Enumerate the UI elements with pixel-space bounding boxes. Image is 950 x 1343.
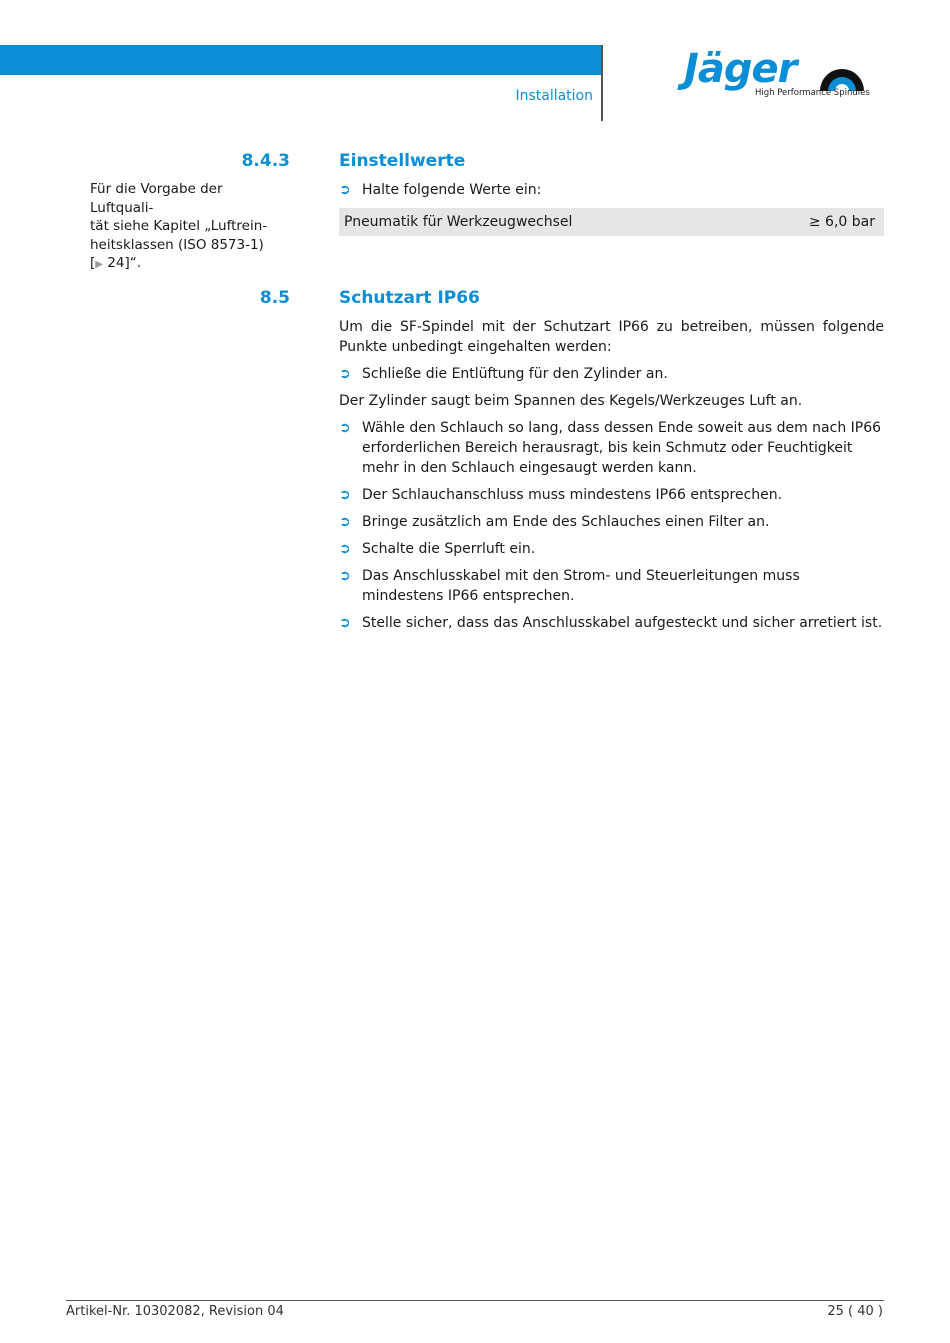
instruction-item [339,418,884,478]
instruction-text: Das Anschlusskabel mit den Strom- und Steuerleitungen muss mindestens IP66 entsprechen. [362,568,800,604]
section-number-843: 8.4.3 [241,151,290,171]
side-note-line: Für die Vorgabe der Luftquali- [90,181,223,216]
header-section-label: Installation [515,88,593,104]
section-85-content [339,317,884,640]
arrow-right-icon: ▶ [95,259,103,270]
reference-bracket: [ [90,255,96,271]
instruction-item [339,364,884,384]
bullet-arrow-icon: ➲ [339,568,351,584]
instruction-item [339,180,884,200]
settings-table-row [339,208,884,236]
instruction-text: Stelle sicher, dass das Anschlusskabel aufgesteckt und sicher arretiert ist. [362,615,883,631]
bullet-arrow-icon: ➲ [339,487,351,503]
bullet-arrow-icon: ➲ [339,182,351,198]
header-blue-bar [0,45,602,75]
section-843-content [339,180,884,236]
settings-value: ≥ 6,0 bar [808,214,875,230]
instruction-text: Schließe die Entlüftung für den Zylinder an. [362,366,668,382]
instruction-item [339,485,884,505]
instruction-item [339,539,884,559]
side-note [90,180,290,275]
section-title-85: Schutzart IP66 [339,288,480,308]
footer-divider [66,1300,884,1301]
instruction-text: Halte folgende Werte ein: [362,182,542,198]
intro-paragraph: Um die SF-Spindel mit der Schutzart IP66 zu betreiben, müssen folgende Punkte unbedingt eingehalten werden: [339,319,884,355]
reference-page: 24]“. [102,255,142,271]
footer-page-number: 25 ( 40 ) [827,1304,883,1319]
header-separator [601,45,603,121]
instruction-text: Bringe zusätzlich am Ende des Schlauches einen Filter an. [362,514,770,530]
bullet-arrow-icon: ➲ [339,541,351,557]
instruction-item [339,512,884,532]
side-note-reference[interactable] [90,254,290,275]
section-number-85: 8.5 [259,288,290,308]
footer-article-number: Artikel-Nr. 10302082, Revision 04 [66,1304,284,1319]
instruction-text: Wähle den Schlauch so lang, dass dessen Ende soweit aus dem nach IP66 erforderlichen Bereich herausragt, bis kein Schmutz oder Feuchtigkeit mehr in den Schlauch eingesaugt werden kann. [362,420,882,476]
logo-tagline: High Performance Spindles [755,88,870,98]
section-title-843: Einstellwerte [339,151,466,171]
settings-label: Pneumatik für Werkzeugwechsel [344,214,573,230]
jaeger-logo [684,46,874,103]
bullet-arrow-icon: ➲ [339,420,351,436]
logo-wordmark: Jäger [684,46,797,92]
instruction-text: Schalte die Sperrluft ein. [362,541,536,557]
instruction-item [339,566,884,606]
bullet-arrow-icon: ➲ [339,615,351,631]
side-note-line: tät siehe Kapitel „Luftrein- [90,218,268,234]
instruction-text: Der Schlauchanschluss muss mindestens IP66 entsprechen. [362,487,783,503]
side-note-line: heitsklassen (ISO 8573-1) [90,236,264,253]
bullet-arrow-icon: ➲ [339,366,351,382]
note-paragraph: Der Zylinder saugt beim Spannen des Kegels/Werkzeuges Luft an. [339,393,803,409]
bullet-arrow-icon: ➲ [339,514,351,530]
instruction-item [339,613,884,633]
